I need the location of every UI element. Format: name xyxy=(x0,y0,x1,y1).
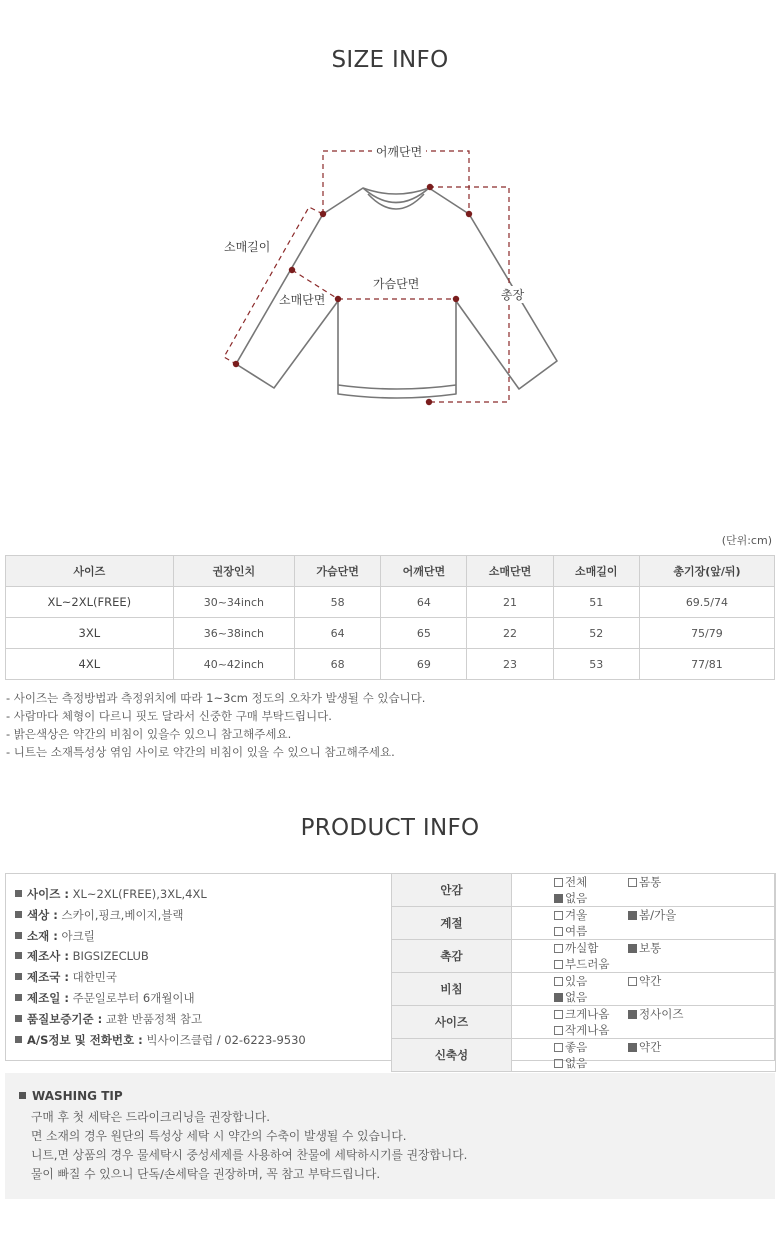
unit-label: (단위:cm) xyxy=(721,534,772,547)
table-cell: 52 xyxy=(553,618,639,649)
square-bullet-icon xyxy=(15,932,22,939)
attribute-row xyxy=(392,973,776,1006)
washing-tip-lines xyxy=(31,1108,467,1184)
attribute-option-text: 있음 xyxy=(565,974,588,988)
table-cell: 23 xyxy=(467,649,553,680)
chest-label: 가슴단면 xyxy=(373,277,420,291)
attribute-label: 비침 xyxy=(392,973,512,1006)
attribute-option xyxy=(554,989,628,1005)
attribute-options xyxy=(512,940,776,973)
checked-square-icon xyxy=(554,894,563,903)
attribute-options xyxy=(512,1039,776,1072)
shoulder-line xyxy=(323,151,469,214)
spec-key: 제조사 : xyxy=(27,949,69,964)
checked-square-icon xyxy=(554,993,563,1002)
attribute-option xyxy=(628,874,702,890)
attribute-option xyxy=(554,907,628,923)
empty-square-icon xyxy=(628,977,637,986)
spec-item xyxy=(15,884,306,905)
table-cell: 69 xyxy=(381,649,467,680)
spec-value: BIGSIZECLUB xyxy=(72,949,149,964)
table-cell: 77/81 xyxy=(639,649,774,680)
square-bullet-icon xyxy=(15,890,22,897)
washing-tip-title: WASHING TIP xyxy=(32,1089,123,1103)
spec-key: 품질보증기준 : xyxy=(27,1011,103,1026)
washing-tip-line: 니트,면 상품의 경우 물세탁시 중성세제를 사용하여 찬물에 세탁하시기를 권장합니다. xyxy=(31,1148,468,1162)
header-cell: 사이즈 xyxy=(6,556,174,587)
spec-key: 사이즈 : xyxy=(27,887,69,901)
washing-tip-box xyxy=(5,1073,775,1199)
header-cell: 가슴단면 xyxy=(295,556,381,587)
shoulder-label: 어깨단면 xyxy=(375,145,423,159)
attribute-row xyxy=(392,1006,776,1039)
attribute-option xyxy=(628,1039,702,1055)
empty-square-icon xyxy=(554,878,563,887)
size-table xyxy=(5,555,775,680)
attribute-option-text: 몸통 xyxy=(639,875,662,889)
attribute-option-text: 작게나옴 xyxy=(565,1023,610,1037)
garment-measurement-diagram xyxy=(0,130,780,430)
attribute-option xyxy=(554,940,628,956)
size-notes xyxy=(6,689,425,761)
attribute-option-text: 좋음 xyxy=(565,1040,588,1054)
product-spec-list xyxy=(15,884,306,1050)
table-row xyxy=(6,649,775,680)
table-cell: 51 xyxy=(553,587,639,618)
spec-key: A/S정보 및 전화번호 : xyxy=(27,1032,143,1047)
square-bullet-icon xyxy=(19,1092,26,1099)
note-line: - 밝은색상은 약간의 비침이 있을수 있으니 참고해주세요. xyxy=(6,727,292,741)
checked-square-icon xyxy=(628,1043,637,1052)
spec-item xyxy=(15,1009,306,1030)
attribute-option-text: 없음 xyxy=(565,1056,588,1070)
attribute-option xyxy=(554,1039,628,1055)
header-cell: 소매길이 xyxy=(553,556,639,587)
attribute-option xyxy=(628,940,702,956)
spec-value: 스카이,핑크,베이지,블랙 xyxy=(61,907,184,922)
total-length-label: 총장 xyxy=(501,288,525,302)
product-attribute-table xyxy=(391,873,776,1072)
attribute-options xyxy=(512,874,776,907)
product-info-title: PRODUCT INFO xyxy=(300,815,480,841)
spec-item xyxy=(15,926,306,947)
table-cell: 22 xyxy=(467,618,553,649)
attribute-option-text: 없음 xyxy=(565,891,588,905)
attribute-option-text: 전체 xyxy=(565,875,588,889)
square-bullet-icon xyxy=(15,1036,22,1043)
attribute-option xyxy=(554,890,628,906)
washing-tip-line: 구매 후 첫 세탁은 드라이크리닝을 권장합니다. xyxy=(31,1110,271,1124)
attribute-option xyxy=(628,973,702,989)
sleeve-length-label: 소매길이 xyxy=(224,240,271,254)
size-diagram xyxy=(0,130,780,430)
empty-square-icon xyxy=(554,1026,563,1035)
table-cell: 75/79 xyxy=(639,618,774,649)
checked-square-icon xyxy=(628,911,637,920)
spec-key: 제조일 : xyxy=(27,990,69,1005)
table-cell: 64 xyxy=(295,618,381,649)
spec-value: XL~2XL(FREE),3XL,4XL xyxy=(72,887,207,901)
square-bullet-icon xyxy=(15,973,22,980)
attribute-options xyxy=(512,973,776,1006)
empty-square-icon xyxy=(554,1043,563,1052)
product-info-box xyxy=(5,873,775,1070)
checked-square-icon xyxy=(628,1010,637,1019)
spec-item xyxy=(15,946,306,967)
empty-square-icon xyxy=(554,960,563,969)
attribute-option-text: 보통 xyxy=(639,941,662,955)
attribute-option-text: 약간 xyxy=(639,1040,662,1054)
table-cell: 64 xyxy=(381,587,467,618)
spec-value: 대한민국 xyxy=(72,970,118,985)
table-cell: 58 xyxy=(295,587,381,618)
measurement-points xyxy=(233,184,472,405)
spec-value: 빅사이즈클럽 / 02-6223-9530 xyxy=(146,1032,306,1047)
empty-square-icon xyxy=(554,1059,563,1068)
attribute-row xyxy=(392,874,776,907)
attribute-option-text: 부드러움 xyxy=(565,957,610,971)
attribute-option xyxy=(554,923,628,939)
table-cell: 53 xyxy=(553,649,639,680)
attribute-label: 사이즈 xyxy=(392,1006,512,1039)
attribute-option-text: 봄/가을 xyxy=(639,908,677,922)
sleeve-width-label: 소매단면 xyxy=(279,293,326,307)
table-cell: 65 xyxy=(381,618,467,649)
attribute-label: 안감 xyxy=(392,874,512,907)
spec-key: 제조국 : xyxy=(27,970,69,985)
square-bullet-icon xyxy=(15,911,22,918)
spec-key: 소재 : xyxy=(27,928,58,943)
attribute-row xyxy=(392,907,776,940)
spec-value: 교환 반품정책 참고 xyxy=(105,1011,203,1026)
attribute-option-text: 까실함 xyxy=(565,941,599,955)
attribute-option-text: 약간 xyxy=(639,974,662,988)
square-bullet-icon xyxy=(15,1015,22,1022)
total-length-line xyxy=(429,187,509,402)
attribute-option xyxy=(554,1022,628,1038)
empty-square-icon xyxy=(628,878,637,887)
attribute-option-text: 크게나옴 xyxy=(565,1007,610,1021)
table-row xyxy=(6,618,775,649)
attribute-option xyxy=(628,1006,702,1022)
attribute-row xyxy=(392,940,776,973)
table-cell: 36~38inch xyxy=(173,618,294,649)
attribute-option-text: 여름 xyxy=(565,924,588,938)
attribute-option-text: 정사이즈 xyxy=(639,1007,684,1021)
attribute-option xyxy=(554,973,628,989)
square-bullet-icon xyxy=(15,994,22,1001)
table-cell: 3XL xyxy=(6,618,174,649)
empty-square-icon xyxy=(554,977,563,986)
table-row xyxy=(6,587,775,618)
attribute-option xyxy=(554,1006,628,1022)
square-bullet-icon xyxy=(15,952,22,959)
table-cell: 21 xyxy=(467,587,553,618)
attribute-label: 계절 xyxy=(392,907,512,940)
spec-item xyxy=(15,1030,306,1051)
size-info-title: SIZE INFO xyxy=(331,47,449,73)
attribute-label: 촉감 xyxy=(392,940,512,973)
table-cell: 69.5/74 xyxy=(639,587,774,618)
empty-square-icon xyxy=(554,927,563,936)
empty-square-icon xyxy=(554,911,563,920)
size-table-header xyxy=(6,556,775,587)
attribute-options xyxy=(512,1006,776,1039)
attribute-option xyxy=(554,956,628,972)
header-cell: 권장인치 xyxy=(173,556,294,587)
note-line: - 니트는 소재특성상 엮임 사이로 약간의 비침이 있을 수 있으니 참고해주세요. xyxy=(6,745,395,759)
washing-tip-line: 물이 빠질 수 있으니 단독/손세탁을 권장하며, 꼭 참고 부탁드립니다. xyxy=(31,1167,381,1181)
attribute-option-text: 겨울 xyxy=(565,908,588,922)
note-line: - 사이즈는 측정방법과 측정위치에 따라 1~3cm 정도의 오차가 발생될 수 있습니다. xyxy=(6,691,426,705)
attribute-options xyxy=(512,907,776,940)
spec-item xyxy=(15,988,306,1009)
table-cell: 40~42inch xyxy=(173,649,294,680)
attribute-option-text: 없음 xyxy=(565,990,588,1004)
empty-square-icon xyxy=(554,1010,563,1019)
spec-value: 아크릴 xyxy=(61,928,95,943)
table-cell: 68 xyxy=(295,649,381,680)
spec-key: 색상 : xyxy=(27,907,58,922)
table-cell: 4XL xyxy=(6,649,174,680)
attribute-option xyxy=(554,1055,628,1071)
washing-tip-heading xyxy=(19,1089,123,1103)
header-cell: 총기장(앞/뒤) xyxy=(639,556,774,587)
attribute-option xyxy=(628,907,702,923)
spec-item xyxy=(15,905,306,926)
washing-tip-line: 면 소재의 경우 원단의 특성상 세탁 시 약간의 수축이 발생될 수 있습니다. xyxy=(31,1129,407,1143)
attribute-label: 신축성 xyxy=(392,1039,512,1072)
table-cell: XL~2XL(FREE) xyxy=(6,587,174,618)
attribute-option xyxy=(554,874,628,890)
note-line: - 사람마다 체형이 다르니 핏도 달라서 신중한 구매 부탁드립니다. xyxy=(6,709,332,723)
spec-value: 주문일로부터 6개월이내 xyxy=(72,990,195,1005)
spec-item xyxy=(15,967,306,988)
empty-square-icon xyxy=(554,944,563,953)
header-cell: 소매단면 xyxy=(467,556,553,587)
header-cell: 어깨단면 xyxy=(381,556,467,587)
table-cell: 30~34inch xyxy=(173,587,294,618)
checked-square-icon xyxy=(628,944,637,953)
attribute-row xyxy=(392,1039,776,1072)
